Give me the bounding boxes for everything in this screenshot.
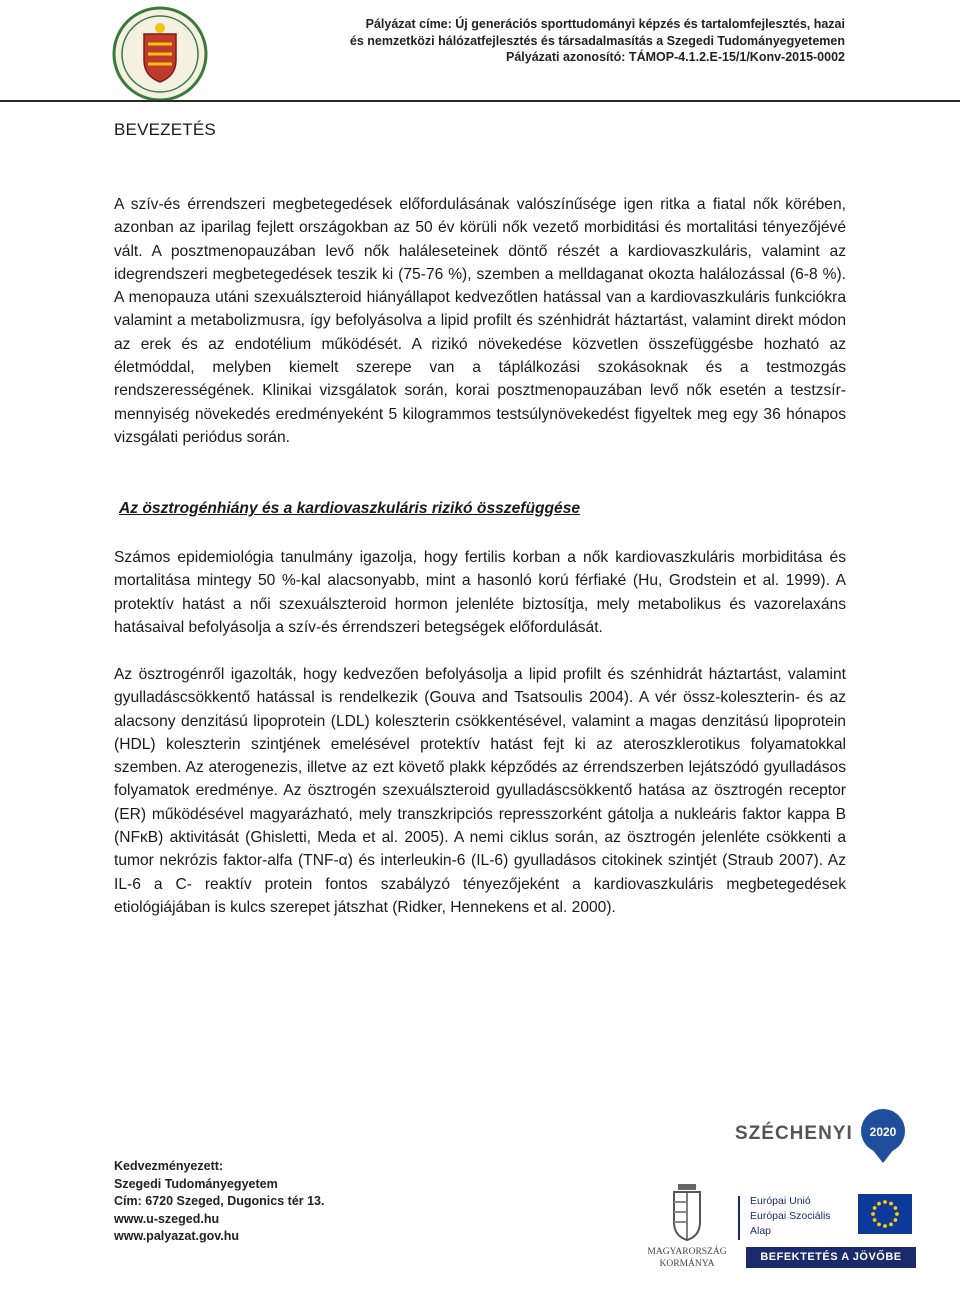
eu-star [877, 1222, 881, 1226]
page-title: BEVEZETÉS [114, 120, 216, 139]
hungary-government-crest-icon [642, 1180, 732, 1270]
szechenyi-2020-logo [735, 1105, 910, 1165]
section-heading: Az ösztrogénhiány és a kardiovaszkuláris rizikó összefüggése [119, 500, 581, 517]
eu-star [893, 1218, 897, 1222]
eu-line-3: Alap [750, 1225, 772, 1237]
university-url[interactable]: www.u-szeged.hu [114, 1211, 220, 1226]
eu-star [895, 1212, 899, 1216]
eu-text [750, 1194, 831, 1239]
eu-star [883, 1200, 887, 1204]
eu-star [877, 1202, 881, 1206]
eu-divider [738, 1196, 740, 1240]
beneficiary-name: Szegedi Tudományegyetem [114, 1176, 278, 1191]
eu-star [871, 1212, 875, 1216]
project-title-line-1: Pályázat címe: Új generációs sporttudományi képzés és tartalomfejlesztés, hazai [365, 17, 845, 31]
project-header [245, 16, 845, 66]
eu-star [889, 1202, 893, 1206]
eu-star [873, 1206, 877, 1210]
eu-line-1: Európai Unió [750, 1195, 811, 1207]
eu-star [883, 1224, 887, 1228]
beneficiary-label: Kedvezményezett: [114, 1159, 224, 1173]
eu-star [889, 1222, 893, 1226]
eu-slogan-banner: BEFEKTETÉS A JÖVŐBE [746, 1247, 916, 1268]
szechenyi-text: SZÉCHENYI [735, 1123, 853, 1144]
eu-star [873, 1218, 877, 1222]
project-title-line-2: és nemzetközi hálózatfejlesztés és társadalmasítás a Szegedi Tudományegyetemen [349, 33, 845, 48]
project-id-line: Pályázati azonosító: TÁMOP-4.1.2.E-15/1/Konv-2015-0002 [505, 50, 845, 64]
government-line-2: KORMÁNYA [659, 1259, 715, 1269]
beneficiary-block [114, 1158, 325, 1246]
eu-star [893, 1206, 897, 1210]
header-divider [0, 100, 960, 102]
intro-paragraph: A szív-és érrendszeri megbetegedések előfordulásának valószínűsége igen ritka a fiatal nők körében, azonban az iparilag fejlett országokban az 50 év körüli nők vezető morbiditási és mortalitási tényezőjévé vált. A posztmenopauzában levő nők haláleseteinek döntő részét a kardiovaszkuláris, valamint az idegrendszeri megbetegedések teszik ki (75-76 %), szemben a melldaganat okozta halálozással (6-8 %). A menopauza utáni szexuálszteroid hiányállapot kedvezőtlen hatással van a kardiovaszkuláris funkciókra valamint a metabolizmusra, így befolyásolva a lipid profilt és szénhidrát háztartást, valamint direkt módon az erek és az endotélium működését. A rizikó növekedése közvetlen összefüggésbe hozható az életmóddal, melyben kiemelt szerepe van a táplálkozási szokásoknak és a testmozgás rendszerességének. Klinikai vizsgálatok során, korai posztmenopauzában levő nők esetén a testzsír-mennyiség növekedés eredményeként 5 kilogrammos testsúlynövekedést figyeltek meg egy 36 hónapos vizsgálati periódus során. [114, 196, 846, 446]
palyazat-url[interactable]: www.palyazat.gov.hu [114, 1229, 240, 1243]
eu-fund-logo [738, 1190, 916, 1268]
body-paragraph-2: Az ösztrogénről igazolták, hogy kedvezően befolyásolja a lipid profilt és szénhidrát háztartást, valamint gyulladáscsökkentő hatással is rendelkezik (Gouva and Tsatsoulis 2004). A vér össz-koleszterin- és az alacsony denzitású lipoprotein (LDL) koleszterin csökkentésével, valamint a magas denzitású lipoprotein (HDL) koleszterin szintjének emelésével protektív hatást fejt ki az ateroszklerotikus folyamatokkal szemben. Az aterogenezis, illetve az ezt követő plakk képződés az érrendszerben lejátszódó gyulladásos folyamatok eredménye. Az ösztrogén szexuálszteroid gyulladáscsökkentő hatása az ösztrogén receptor (ER) működésével magyarázható, mely transzkripciós represszorként gátolja a nukleáris faktor kappa B (NFκB) aktivitását (Ghisletti, Meda et al. 2005). A nemi ciklus során, az ösztrogén jelenléte csökkenti a tumor nekrózis faktor-alfa (TNF-α) és interleukin-6 (IL-6) gyulladásos citokinek szintjét (Straub 2007). Az IL-6 a C- reaktív protein fontos szabályzó tényezőjeként a kardiovaszkuláris megbetegedések etiológiájában is kulcs szerepet játszhat (Ridker, Hennekens et al. 2000). [114, 666, 846, 916]
government-line-1: MAGYARORSZÁG [647, 1247, 727, 1257]
szechenyi-year: 2020 [869, 1125, 897, 1139]
eu-flag-icon [858, 1194, 912, 1234]
university-seal-icon [110, 4, 210, 104]
eu-line-2: Európai Szociális [750, 1210, 831, 1222]
beneficiary-address: Cím: 6720 Szeged, Dugonics tér 13. [114, 1194, 325, 1208]
body-paragraph-1: Számos epidemiológia tanulmány igazolja, hogy fertilis korban a nők kardiovaszkuláris morbiditása és mortalitása mintegy 50 %-kal alacsonyabb, mint a hasonló korú férfiaké (Hu, Grodstein et al. 1999). A protektív hatást a női szexuálszteroid hormon jelenléte biztosítja, mely metabolikus és vazorelaxáns hatásaival befolyásolja a szív-és érrendszeri betegségek előfordulását. [114, 549, 846, 636]
